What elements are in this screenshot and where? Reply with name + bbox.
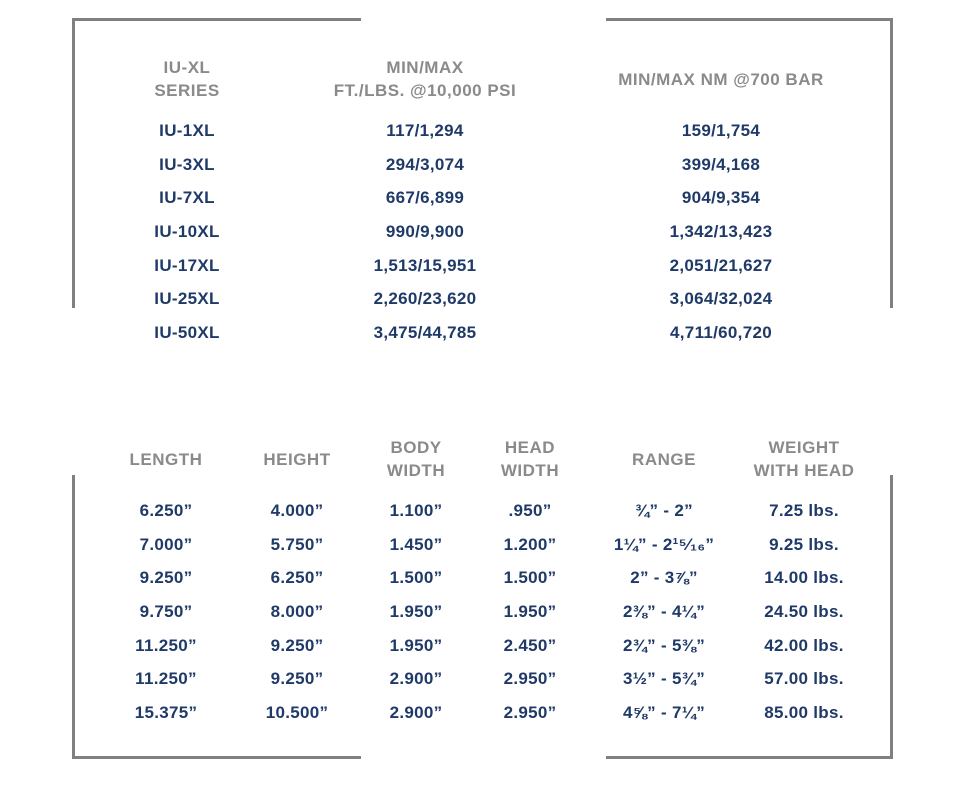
torque-cell: 2,260/23,620 bbox=[373, 289, 477, 308]
dimension-cell: 8.000” bbox=[270, 602, 324, 621]
torque-cell: 117/1,294 bbox=[386, 121, 464, 140]
dimension-cell: 2⅜” - 4¼” bbox=[622, 602, 706, 621]
torque-cell: IU-1XL bbox=[159, 121, 215, 140]
torque-header-line: MIN/MAX bbox=[386, 58, 464, 77]
dimension-header-line: HEAD bbox=[504, 438, 556, 457]
dimension-cell: 1.200” bbox=[503, 535, 557, 554]
torque-cell: 667/6,899 bbox=[385, 188, 465, 207]
torque-cell: IU-50XL bbox=[154, 323, 220, 342]
dimension-cell: 5.750” bbox=[270, 535, 324, 554]
dimension-cell: 4.000” bbox=[270, 501, 324, 520]
dimension-cell: 2” - 3⅞” bbox=[630, 568, 698, 587]
dimension-cell: 10.500” bbox=[265, 703, 329, 722]
dimension-cell: 15.375” bbox=[134, 703, 198, 722]
dimension-cell: 2.900” bbox=[389, 669, 443, 688]
torque-cell: 2,051/21,627 bbox=[669, 256, 773, 275]
dimension-header-line: HEIGHT bbox=[263, 449, 331, 469]
torque-cell: 3,064/32,024 bbox=[669, 289, 773, 308]
dimension-cell: 57.00 lbs. bbox=[764, 669, 844, 688]
torque-header-2 bbox=[561, 68, 881, 91]
dimension-header-line: WITH HEAD bbox=[753, 461, 855, 480]
dimension-cell: 2.900” bbox=[389, 703, 443, 722]
torque-cell: IU-3XL bbox=[159, 155, 215, 174]
dimension-cell: 2.950” bbox=[503, 703, 557, 722]
dimension-header-line: LENGTH bbox=[129, 449, 203, 469]
dimension-cell: 9.250” bbox=[270, 669, 324, 688]
dimension-header-line: WIDTH bbox=[386, 461, 446, 480]
dimension-cell: 9.750” bbox=[139, 602, 193, 621]
torque-cell: IU-7XL bbox=[159, 188, 215, 207]
dimension-cell: 14.00 lbs. bbox=[764, 568, 844, 587]
torque-cell: IU-17XL bbox=[154, 256, 220, 275]
dimension-cell: 9.250” bbox=[139, 568, 193, 587]
dimension-cell: 1.950” bbox=[389, 636, 443, 655]
dimension-cell: 1.950” bbox=[503, 602, 557, 621]
dimension-cell: 1.500” bbox=[389, 568, 443, 587]
torque-header-line: SERIES bbox=[154, 81, 220, 100]
dimension-cell: 2.450” bbox=[503, 636, 557, 655]
dimension-cell: 11.250” bbox=[135, 669, 197, 688]
dimension-cell: 6.250” bbox=[270, 568, 324, 587]
torque-header-line: MIN/MAX NM @700 BAR bbox=[618, 69, 824, 89]
dimension-header-line: RANGE bbox=[632, 449, 696, 469]
dimension-cell: 1.450” bbox=[389, 535, 443, 554]
dimension-cell: 6.250” bbox=[139, 501, 193, 520]
torque-cell: 3,475/44,785 bbox=[373, 323, 477, 342]
dimension-cell: 2¾” - 5⅜” bbox=[622, 636, 706, 655]
torque-cell: 294/3,074 bbox=[385, 155, 465, 174]
torque-cell: 4,711/60,720 bbox=[670, 323, 772, 342]
torque-cell: 159/1,754 bbox=[681, 121, 761, 140]
dimension-cell: 9.25 lbs. bbox=[769, 535, 839, 554]
dimension-cell: 1¼” - 2¹⁵⁄₁₆” bbox=[613, 535, 715, 554]
dimension-header-line: BODY bbox=[390, 438, 442, 457]
dimension-cell: 1.100” bbox=[389, 501, 443, 520]
dimension-cell: 2.950” bbox=[503, 669, 557, 688]
dimension-cell: .950” bbox=[508, 501, 552, 520]
dimension-cell: 7.000” bbox=[139, 535, 193, 554]
torque-header-line: FT./LBS. @10,000 PSI bbox=[333, 81, 517, 100]
dimension-cell: 9.250” bbox=[270, 636, 324, 655]
dimension-cell: 1.950” bbox=[389, 602, 443, 621]
dimension-cell: 24.50 lbs. bbox=[764, 602, 844, 621]
dimension-cell: 3½” - 5¾” bbox=[622, 669, 706, 688]
dimension-header-line: WIDTH bbox=[500, 461, 560, 480]
dimension-cell: 42.00 lbs. bbox=[764, 636, 844, 655]
torque-header-1 bbox=[265, 56, 585, 102]
torque-cell: 904/9,354 bbox=[681, 188, 761, 207]
dimension-cell: 1.500” bbox=[503, 568, 557, 587]
dimension-cell: 85.00 lbs. bbox=[764, 703, 844, 722]
dimension-header-5 bbox=[644, 436, 960, 482]
dimension-cell: 4⅝” - 7¼” bbox=[622, 703, 706, 722]
torque-cell: 1,342/13,423 bbox=[669, 222, 773, 241]
dimension-cell: 11.250” bbox=[135, 636, 197, 655]
torque-cell: IU-25XL bbox=[154, 289, 220, 308]
dimension-cell: 7.25 lbs. bbox=[769, 501, 839, 520]
torque-cell: 1,513/15,951 bbox=[373, 256, 477, 275]
dimension-cell: ¾” - 2” bbox=[635, 501, 693, 520]
torque-cell: IU-10XL bbox=[154, 222, 220, 241]
torque-cell: 990/9,900 bbox=[385, 222, 465, 241]
torque-header-line: IU-XL bbox=[163, 58, 211, 77]
torque-cell: 399/4,168 bbox=[681, 155, 761, 174]
dimension-header-line: WEIGHT bbox=[768, 438, 840, 457]
